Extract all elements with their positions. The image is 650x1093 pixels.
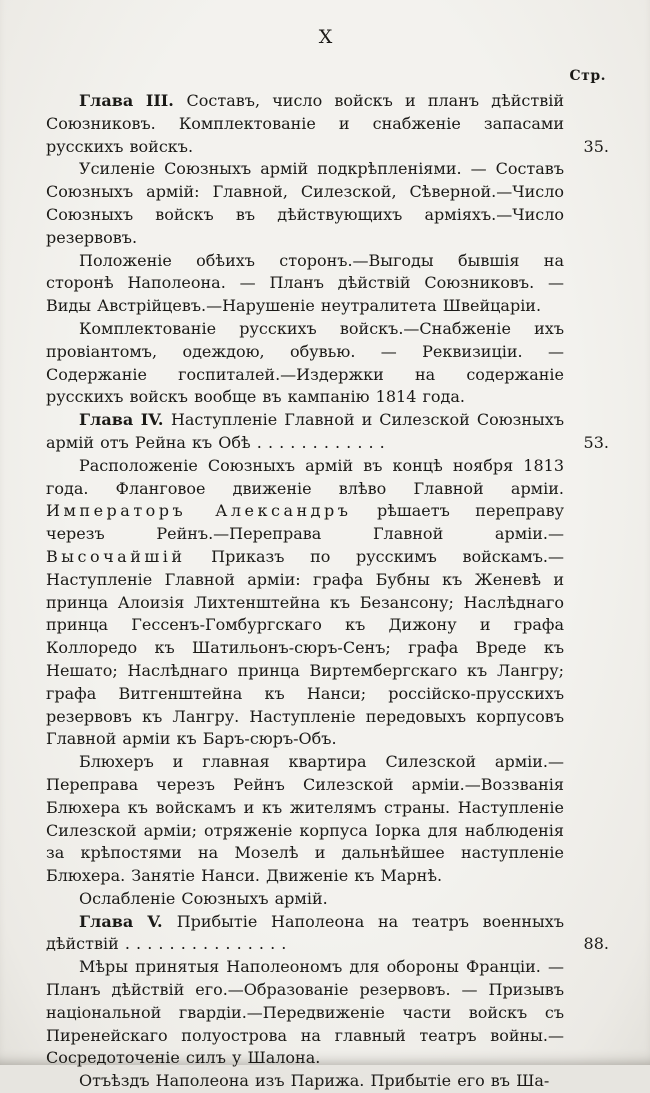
toc-chapter-entry	[46, 911, 609, 957]
chapter-label: Глава V.	[79, 911, 177, 931]
toc-chapter-entry	[46, 90, 609, 158]
page-ref: 53.	[583, 432, 609, 452]
entry-text: Прибытіе Наполеона на театръ военныхъ дѣйствій . . . . . . . . . . . . . . .	[46, 911, 564, 954]
entry-text: Отъѣздъ Наполеона изъ Парижа. Прибытіе его въ Ша-	[79, 1071, 550, 1091]
toc-paragraph	[46, 318, 564, 409]
toc-paragraph	[46, 956, 564, 1070]
toc-paragraph	[46, 455, 564, 751]
entry-text: Мѣры принятыя Наполеономъ для обороны Франціи. — Планъ дѣйствій его.—Образованіе резервовъ. — Призывъ національной гвардіи.—Передвиженіе части войскъ съ Пиренейскаго полуострова на главный театръ войны.—Сосредоточеніе силъ у Шалона.	[46, 957, 564, 1068]
toc-paragraph	[46, 1070, 564, 1093]
chapter-label: Глава III.	[79, 91, 187, 110]
emphasized-name: Императоръ Александръ	[46, 501, 352, 521]
entry-text: Приказъ по русскимъ войскамъ.—Наступленіе Главной арміи: графа Бубны къ Женевѣ и принца Алоизія Лихтенштейна къ Безансону; Наслѣднаго принца Гессенъ-Гомбургскаго къ Дижону и графа Коллоредо къ Шатильонъ-сюръ-Сенъ; графа Вреде къ Нешато; Наслѣднаго принца Виртембергскаго къ Лангру; графа Витгенштейна къ Нанси; россійско-прусскихъ резервовъ къ Лангру. Наступленіе передовыхъ корпусовъ Главной арміи къ Баръ-сюръ-Объ.	[46, 546, 564, 749]
toc-paragraph	[46, 751, 564, 888]
chapter-label: Глава IV.	[79, 410, 171, 430]
entry-text: Блюхеръ и главная квартира Силезской арміи.—Переправа черезъ Рейнъ Силезской арміи.—Воззванія Блюхера къ войскамъ и къ жителямъ страны. Наступленіе Силезской арміи; отряженіе корпуса Іорка для наблюденія за крѣпостями на Мозелѣ и дальнѣйшее наступленіе Блюхера. Занятіе Нанси. Движеніе къ Марнѣ.	[46, 752, 564, 886]
entry-text: Усиленіе Союзныхъ армій подкрѣпленіями. — Составъ Союзныхъ армій: Главной, Силезской, Сѣверной.—Число Союзныхъ войскъ въ дѣйствующихъ арміяхъ.—Число резервовъ.	[46, 159, 564, 247]
emphasized-name: Высочайшій	[46, 546, 186, 566]
page-column-header: Стр.	[569, 68, 606, 84]
table-of-contents	[46, 90, 609, 1093]
entry-text: Положеніе обѣихъ сторонъ.—Выгоды бывшія на сторонѣ Наполеона. — Планъ дѣйствій Союзниковъ. — Виды Австрійцевъ.—Нарушеніе неутралитета Швейцаріи.	[46, 250, 564, 316]
entry-text: Ослабленіе Союзныхъ армій.	[79, 888, 328, 908]
entry-text: Наступленіе Главной и Силезской Союзныхъ армій отъ Рейна къ Обѣ . . . . . . . . . . . .	[46, 410, 564, 452]
toc-paragraph	[46, 250, 564, 318]
page-ref: 35.	[583, 136, 609, 156]
toc-paragraph	[46, 158, 564, 249]
entry-text: Комплектованіе русскихъ войскъ.—Снабженіе ихъ провіантомъ, одеждою, обувью. — Реквизиціи. — Содержаніе госпиталей.—Издержки на содержаніе русскихъ войскъ вообще въ кампанію 1814 года.	[46, 318, 564, 407]
entry-text: Расположеніе Союзныхъ армій въ концѣ ноября 1813 года. Фланговое движеніе влѣво Главной арміи.	[46, 455, 564, 498]
entry-text: рѣшаетъ переправу черезъ Рейнъ.—Переправа Главной арміи.—	[46, 501, 564, 544]
toc-chapter-entry	[46, 409, 609, 455]
entry-text: Составъ, число войскъ и планъ дѣйствій Союзниковъ. Комплектованіе и снабженіе запасами русскихъ войскъ.	[46, 91, 565, 156]
page-number-header: X	[318, 26, 334, 48]
toc-paragraph	[46, 888, 564, 911]
page-ref: 88.	[583, 934, 609, 954]
